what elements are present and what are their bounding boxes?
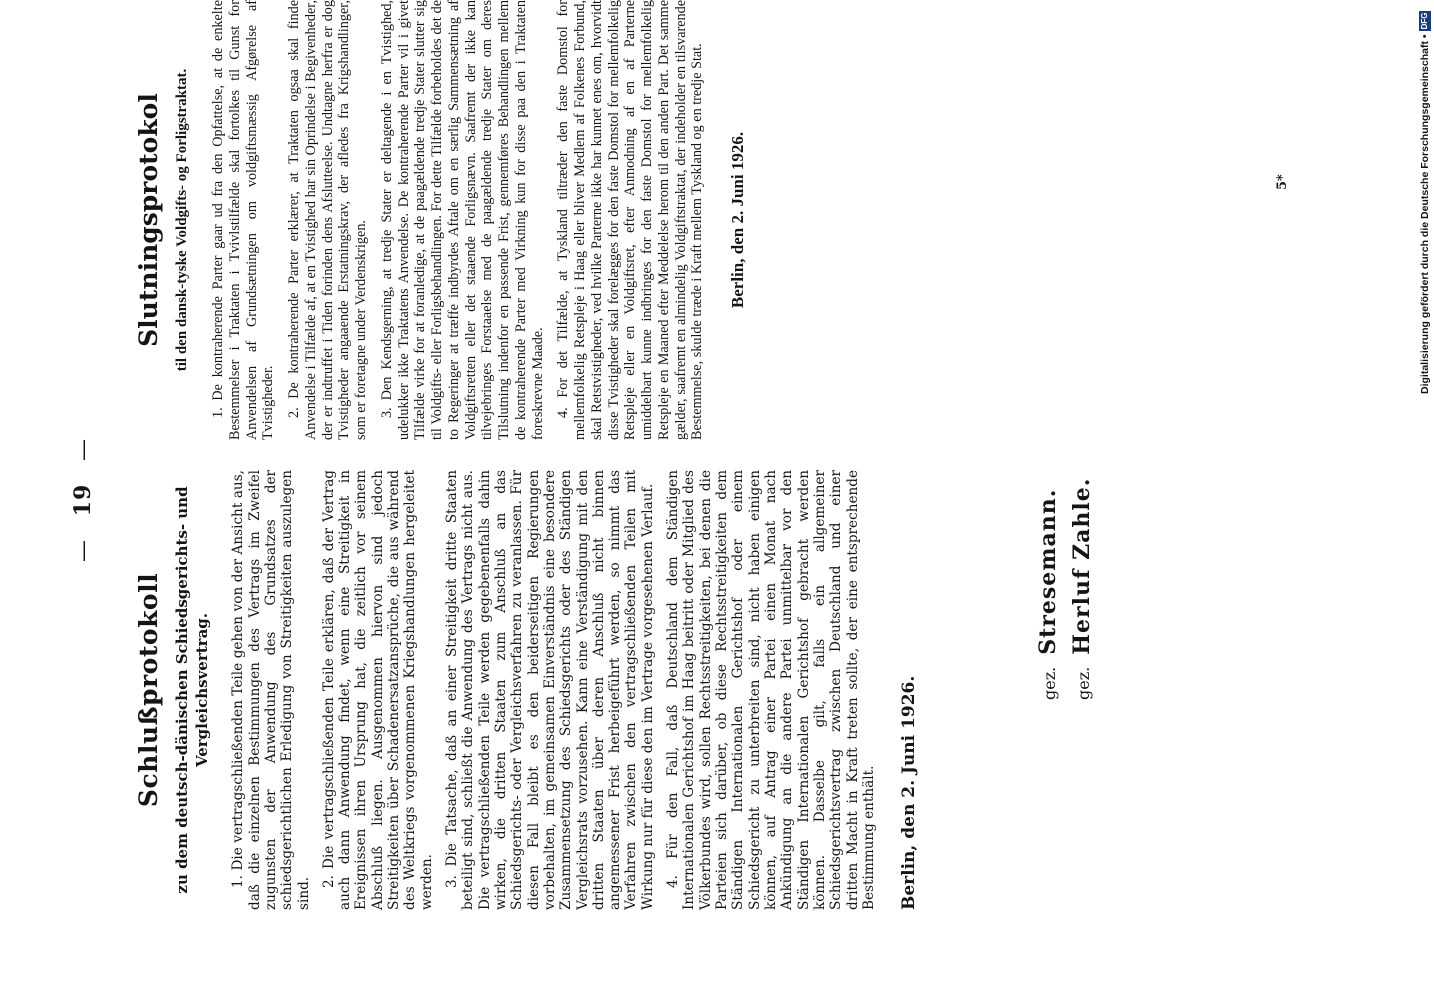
page-number-line	[70, 0, 96, 1000]
german-column	[135, 470, 919, 910]
page-number-dash-right: —	[71, 438, 96, 462]
signature-zahle	[1069, 100, 1095, 700]
german-title: Schlußprotokoll	[134, 572, 163, 808]
german-paragraph-4: 4. Für den Fall, daß Deutschland dem Ständigen Internationalen Gerichtshof im Haag beitritt oder Mitglied des Völkerbundes wird, sollen Rechtsstreitigkeiten, bei denen die Parteien sich darüber, ob diese Rechtsstreitigkeiten dem Ständigen Internationalen Gerichtshof oder einem Schiedsgericht zu unterbreiten sind, nicht haben einigen können, auf Antrag einer Partei einen Monat nach Ankündigung an die andere Partei unmittelbar vor den Ständigen Internationalen Gerichtshof gebracht werden können. Dasselbe gilt, falls ein allgemeiner Schiedsgerichtsvertrag zwischen Deutschland und einer dritten Macht in Kraft treten sollte, der eine entsprechende Bestimmung enthält.	[665, 470, 877, 910]
signature-name: Herluf Zahle.	[1069, 477, 1095, 655]
signature-prefix: gez.	[1040, 666, 1059, 700]
signature-prefix: gez.	[1074, 666, 1093, 700]
danish-column	[135, 0, 748, 440]
dfg-credit-strip	[1418, 6, 1432, 394]
german-paragraph-1: 1. Die vertragschließenden Teile gehen von der Ansicht aus, daß die einzelnen Bestimmungen des Vertrags im Zweifel zugunsten der Anwendung des Grundsatzes der schiedsgerichtlichen Erledigung von Streitigkeiten auszulegen sind.	[230, 470, 312, 910]
danish-paragraph-1: 1. De kontraherende Parter gaar ud fra den Opfattelse, at de enkelte Bestemmelser i Traktaten i Tvivlstilfælde skal fortolkes til Gunst for Anvendelsen af Grundsætningen om voldgiftsmæssig Afgørelse af Tvistigheder.	[210, 0, 277, 440]
german-subtitle-line-1: zu dem deutsch-dänischen Schiedsgerichts- und	[172, 486, 191, 894]
danish-dateline: Berlin, den 2. Juni 1926.	[728, 131, 747, 309]
danish-paragraph-3: 3. Den Kendsgerning, at tredje Stater er deltagende i en Tvistighed, udelukker ikke Traktatens Anvendelse. De kontraherende Parter vil i givet Tilfælde virke for at foranledige, at de paagældende tredje Stater slutter sig til Voldgifts- eller Forligsbehandlingen. For dette Tilfælde forbeholdes det de to Regeringer at træffe indbyrdes Aftale om en særlig Sammensætning af Voldgiftsretten eller det staaende Forligsnævn. Saafremt der ikke kan tilvejebringes Forstaaelse med de paagældende tredje Stater om deres Tilslutning indenfor en passende Frist, gennemføres Behandlingen mellem de kontraherende Parter med Virkning kun for disse paa den i Traktaten foreskrevne Maade.	[378, 0, 546, 440]
dfg-logo-badge: DFG	[1420, 12, 1430, 30]
dfg-credit-text: Digitalisierung gefördert durch die Deutsche Forschungsgemeinschaft •	[1419, 34, 1431, 394]
danish-subtitle: til den dansk-tyske Voldgifts- og Forligstraktat.	[173, 68, 190, 372]
dfg-credit	[1418, 6, 1432, 394]
german-subtitle	[172, 470, 213, 910]
german-subtitle-line-2: Vergleichsvertrag.	[193, 612, 211, 768]
german-paragraph-2: 2. Die vertragschließenden Teile erklären, daß der Vertrag auch dann Anwendung findet, wenn eine Streitigkeit in Ereignissen ihren Ursprung hat, die zeitlich vor seinem Abschluß liegen. Ausgenommen hiervon sind jedoch Streitigkeiten über Schadenersatzansprüche, die aus während des Weltkriegs vorgenommenen Kriegshandlungen hergeleitet werden.	[320, 470, 435, 910]
german-paragraph-3: 3. Die Tatsache, daß an einer Streitigkeit dritte Staaten beteiligt sind, schließt die Anwendung des Vertrags nicht aus. Die vertragschließenden Teile werden gegebenenfalls dahin wirken, die dritten Staaten zum Anschluß an das Schiedsgerichts- oder Vergleichsverfahren zu veranlassen. Für diesen Fall bleibt es den beiderseitigen Regierungen vorbehalten, im gemeinsamen Einverständnis eine besondere Zusammensetzung des Schiedsgerichts oder des Ständigen Vergleichsrats vorzusehen. Kann eine Verständigung mit den dritten Staaten über deren Anschluß nicht binnen angemessener Frist herbeigeführt werden, so nimmt das Verfahren zwischen den vertragschließenden Teilen mit Wirkung nur für diese den im Vertrage vorgesehenen Verlauf.	[444, 470, 656, 910]
danish-title: Slutningsprotokol	[134, 93, 163, 347]
signature-stresemann	[1035, 100, 1061, 700]
german-dateline: Berlin, den 2. Juni 1926.	[899, 675, 920, 910]
page-number: 19	[70, 483, 96, 517]
danish-paragraph-4: 4. For det Tilfælde, at Tyskland tiltræder den faste Domstol for mellemfolkelig Retspleje i Haag eller bliver Medlem af Folkenes Forbund, skal Retstvistigheder, ved hvilke Parterne ikke har kunnet enes om, hvorvidt disse Tvistigheder skal forelægges for den faste Domstol for mellemfolkelig Retspleje eller en Voldgiftsret, efter Anmodning af en af Parterne umiddelbart kunne indbringes for den faste Domstol for mellemfolkelig Retspleje en Maaned efter Meddelelse herom til den anden Part. Det samme gælder, saafremt en almindelig Voldgiftstraktat, der indeholder en tilsvarende Bestemmelse, skulde træde i Kraft mellem Tyskland og en tredje Stat.	[555, 0, 706, 440]
danish-paragraph-2: 2. De kontraherende Parter erklærer, at Traktaten ogsaa skal finde Anvendelse i Tilfælde af, at en Tvistighed har sin Oprindelse i Begivenheder, der er indtruffet i Tiden forinden dens Afslutteelse. Undtagne herfra er dog Tvistigheder angaaende Erstatningskrav, der afledes fra Krigshandlinger, som er foretagne under Verdenskrigen.	[286, 0, 369, 440]
signature-name: Stresemann.	[1035, 488, 1061, 655]
sheet-mark: 5*	[1275, 174, 1290, 190]
page-number-dash-left: —	[71, 538, 96, 562]
signature-block	[1035, 100, 1103, 700]
